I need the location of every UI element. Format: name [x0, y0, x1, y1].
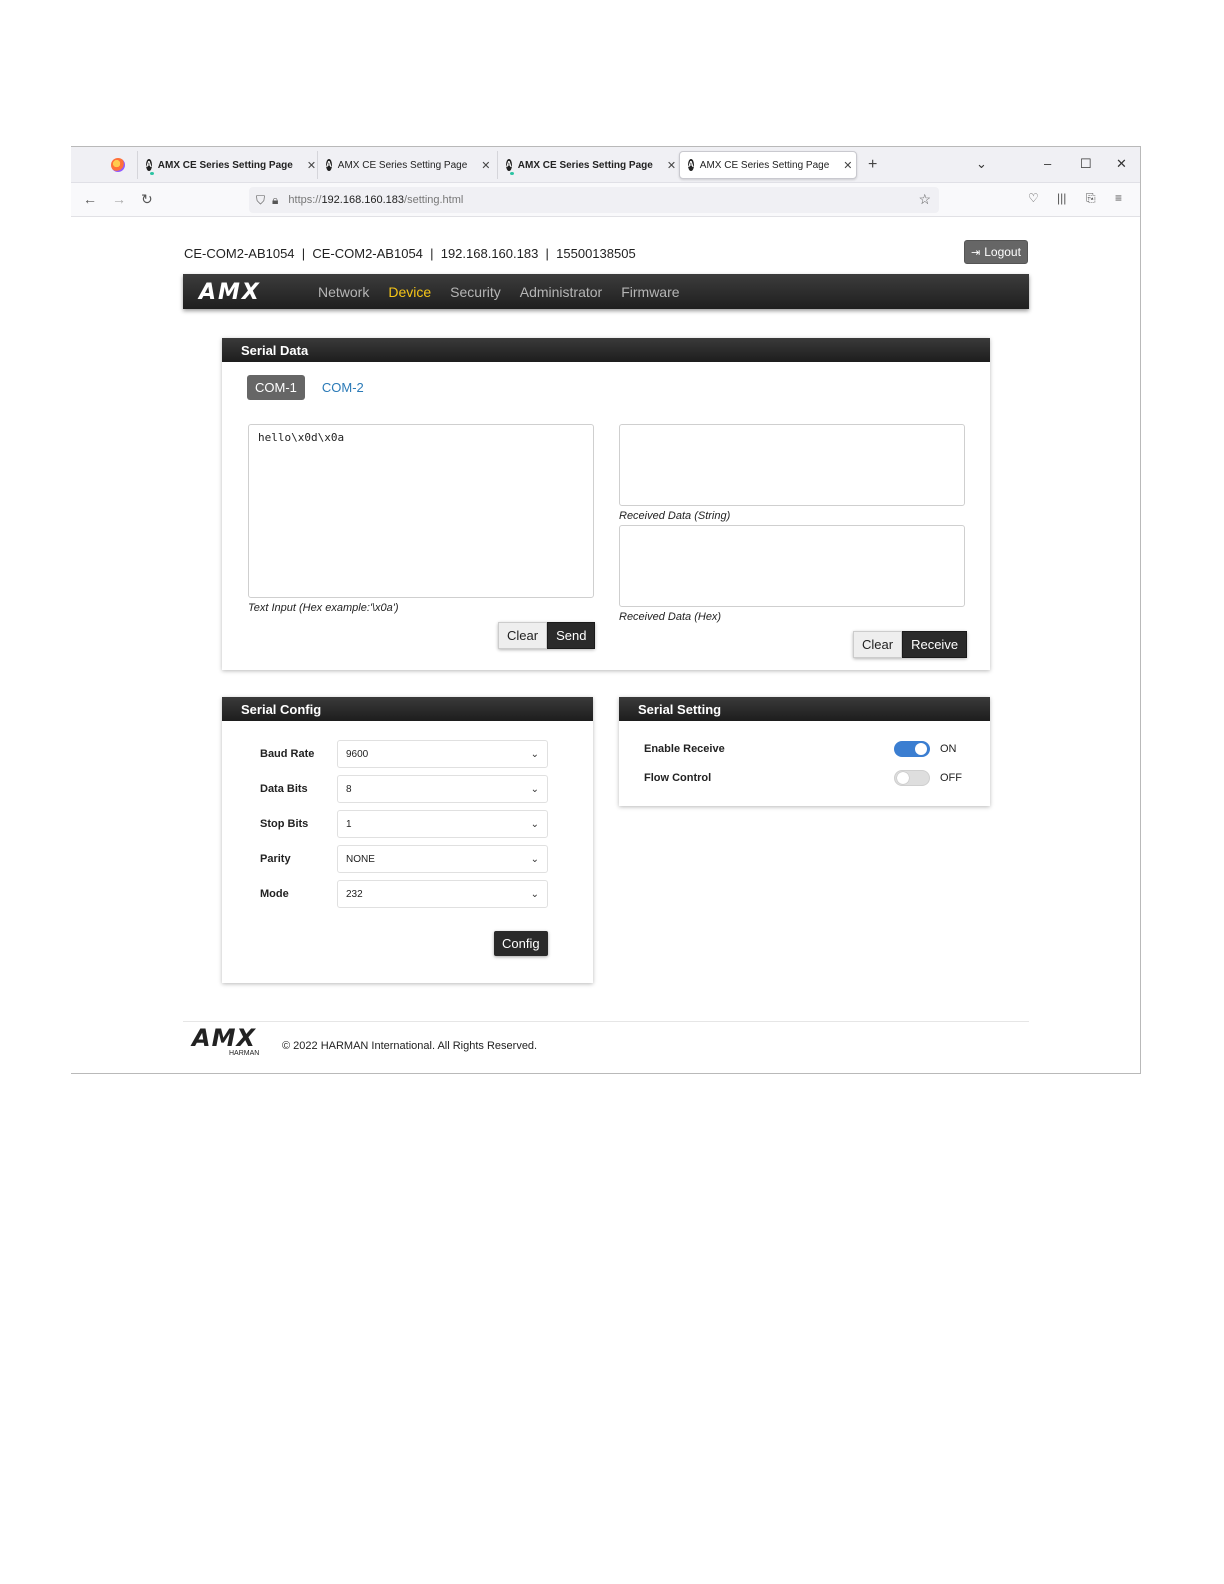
chevron-down-icon: ⌄ — [530, 783, 539, 795]
com-tabs — [247, 375, 372, 400]
page-content — [71, 218, 1140, 1075]
setting-label: Flow Control — [644, 772, 712, 784]
navigation-toolbar — [71, 183, 1140, 217]
angular-icon: A — [688, 160, 694, 169]
text-input[interactable]: hello\x0d\x0a — [248, 424, 594, 598]
serial-setting-panel — [619, 697, 990, 806]
close-window-icon[interactable]: ✕ — [1116, 156, 1127, 171]
forward-icon[interactable]: → — [112, 191, 126, 207]
angular-icon: A — [506, 160, 512, 169]
stop-bits-select[interactable]: 1 ⌄ — [337, 810, 548, 838]
close-icon[interactable]: ✕ — [306, 159, 317, 172]
maximize-icon[interactable]: ☐ — [1080, 156, 1092, 171]
device-info: CE-COM2-AB1054 | CE-COM2-AB1054 | 192.168.160.183 | 15500138505 — [184, 246, 636, 261]
menu-administrator[interactable]: Administrator — [519, 284, 603, 300]
serial-config-panel — [222, 697, 593, 983]
panel-title: Serial Config — [222, 697, 593, 721]
menu-icon[interactable]: ≡ — [1115, 191, 1123, 205]
parity-select[interactable]: NONE ⌄ — [337, 845, 548, 873]
menu-firmware[interactable]: Firmware — [621, 284, 680, 300]
chevron-down-icon: ⌄ — [530, 853, 539, 865]
setting-label: Enable Receive — [644, 743, 725, 755]
baud-rate-select[interactable]: 9600 ⌄ — [337, 740, 548, 768]
stop-bits-row — [260, 810, 548, 838]
browser-tab-4[interactable] — [679, 151, 857, 179]
tab-title: AMX CE Series Setting Page — [699, 159, 830, 171]
receive-button-group — [853, 631, 967, 658]
flow-control-row — [644, 768, 964, 788]
field-label: Stop Bits — [260, 818, 309, 830]
mode-row — [260, 880, 548, 908]
tab-strip — [71, 147, 1140, 183]
field-label: Mode — [260, 888, 289, 900]
minimize-icon[interactable]: – — [1044, 156, 1052, 171]
menu-network[interactable]: Network — [318, 284, 370, 300]
send-button[interactable]: Send — [547, 622, 595, 649]
star-icon[interactable]: ☆ — [918, 191, 931, 207]
main-nav — [183, 274, 1029, 309]
chevron-down-icon: ⌄ — [530, 748, 539, 760]
text-input-caption: Text Input (Hex example:'\x0a') — [248, 602, 399, 614]
angular-icon: A — [326, 160, 332, 169]
chevron-down-icon: ⌄ — [530, 888, 539, 900]
extensions-icon[interactable]: ⎘ — [1086, 191, 1096, 205]
close-icon[interactable]: ✕ — [481, 159, 491, 172]
close-icon[interactable]: ✕ — [666, 159, 677, 172]
receive-button[interactable]: Receive — [902, 631, 967, 658]
received-hex-caption: Received Data (Hex) — [619, 611, 722, 623]
browser-tab-2[interactable] — [317, 151, 497, 179]
footer-divider — [183, 1021, 1029, 1022]
browser-window — [71, 146, 1141, 1074]
received-string-caption: Received Data (String) — [619, 510, 731, 522]
flow-control-toggle[interactable] — [894, 770, 930, 786]
clear-send-button[interactable]: Clear — [498, 622, 547, 649]
amx-logo: AMX — [199, 280, 261, 305]
tab-com-2[interactable]: COM-2 — [321, 380, 364, 395]
received-string-output[interactable] — [619, 424, 965, 506]
toggle-state: ON — [940, 743, 957, 755]
close-icon[interactable]: ✕ — [843, 159, 853, 172]
field-label: Baud Rate — [260, 748, 315, 760]
url-bar[interactable] — [249, 187, 939, 213]
lock-icon[interactable]: 🔒︎ — [272, 192, 279, 207]
shield-icon[interactable]: ⛉ — [256, 192, 266, 207]
send-button-group — [498, 622, 595, 649]
footer-amx-logo: AMX — [192, 1024, 256, 1052]
toggle-state: OFF — [940, 772, 962, 784]
main-menu — [318, 284, 680, 300]
enable-receive-toggle[interactable] — [894, 741, 930, 757]
parity-row — [260, 845, 548, 873]
chevron-down-icon[interactable]: ⌄ — [976, 156, 987, 171]
menu-security[interactable]: Security — [450, 284, 501, 300]
chevron-down-icon: ⌄ — [530, 818, 539, 830]
baud-rate-row — [260, 740, 548, 768]
back-icon[interactable]: ← — [83, 191, 97, 207]
data-bits-select[interactable]: 8 ⌄ — [337, 775, 548, 803]
panel-title: Serial Setting — [619, 697, 990, 721]
tab-title: AMX CE Series Setting Page — [157, 159, 293, 171]
clear-receive-button[interactable]: Clear — [853, 631, 902, 658]
field-label: Parity — [260, 853, 291, 865]
browser-tab-1[interactable] — [137, 151, 317, 179]
copyright: © 2022 HARMAN International. All Rights Reserved. — [282, 1040, 538, 1052]
enable-receive-row — [644, 739, 964, 759]
logout-button[interactable]: ⇥ Logout — [964, 240, 1028, 264]
logout-icon: ⇥ — [971, 246, 981, 259]
footer-harman-label: HARMAN — [229, 1050, 260, 1057]
tab-title: AMX CE Series Setting Page — [337, 159, 468, 171]
tab-title: AMX CE Series Setting Page — [517, 159, 653, 171]
firefox-icon[interactable] — [111, 158, 125, 172]
url-text: https://192.168.160.183/setting.html — [288, 194, 464, 206]
serial-data-panel — [222, 338, 990, 670]
panel-title: Serial Data — [222, 338, 990, 362]
angular-icon: A — [146, 160, 152, 169]
mode-select[interactable]: 232 ⌄ — [337, 880, 548, 908]
pocket-icon[interactable]: ♡ — [1028, 191, 1039, 205]
config-button[interactable]: Config — [494, 931, 548, 956]
library-icon[interactable]: ||| — [1057, 191, 1067, 205]
browser-tab-3[interactable] — [497, 151, 677, 179]
menu-device[interactable]: Device — [388, 284, 432, 300]
reload-icon[interactable]: ↻ — [141, 191, 153, 207]
tab-com-1[interactable]: COM-1 — [247, 375, 305, 400]
received-hex-output[interactable] — [619, 525, 965, 607]
data-bits-row — [260, 775, 548, 803]
field-label: Data Bits — [260, 783, 308, 795]
new-tab-icon[interactable]: + — [868, 156, 878, 173]
